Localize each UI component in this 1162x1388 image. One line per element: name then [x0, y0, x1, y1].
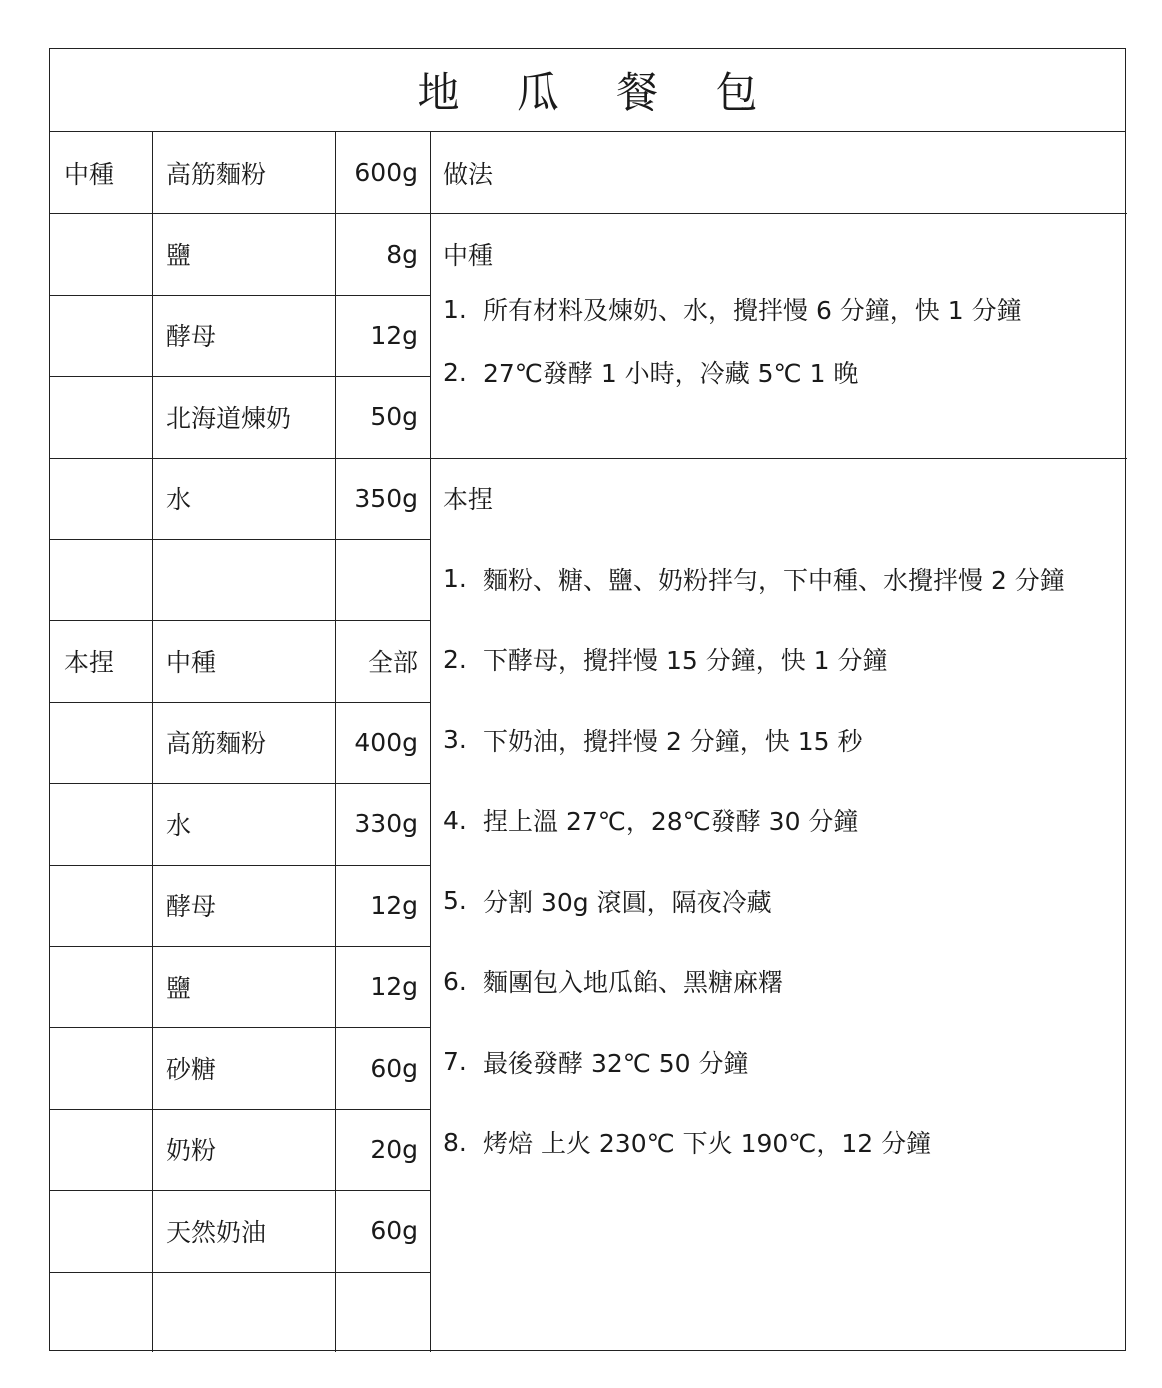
table-row-divider — [50, 213, 1127, 214]
ingredient-amount: 8g — [386, 239, 418, 269]
recipe-title: 地 瓜 餐 包 — [50, 49, 1125, 132]
ingredient-section — [50, 783, 152, 864]
ingredient-amount: 全部 — [367, 648, 418, 678]
step-number: 5. — [443, 886, 467, 915]
table-row-divider — [50, 1190, 430, 1191]
ingredient-amount: 600g — [354, 158, 418, 188]
table-column-divider — [152, 132, 153, 1352]
table-row-divider — [50, 1027, 430, 1028]
ingredient-section — [50, 1190, 152, 1271]
dough-step — [430, 1021, 749, 1102]
sponge-step — [430, 344, 858, 400]
step-text: 捏上溫 27℃，28℃發酵 30 分鐘 — [483, 807, 859, 836]
table-column-divider — [335, 132, 336, 1352]
table-row-divider — [50, 458, 1127, 459]
dough-heading: 本捏 — [443, 484, 494, 514]
ingredient-name: 北海道煉奶 — [166, 403, 292, 433]
ingredient-section — [50, 1027, 152, 1108]
step-number: 8. — [443, 1127, 467, 1157]
step-text: 下奶油，攪拌慢 2 分鐘，快 15 秒 — [483, 726, 863, 756]
ingredient-amount: 20g — [370, 1134, 418, 1164]
step-text: 麵團包入地瓜餡、黑糖麻糬 — [483, 968, 784, 997]
step-number: 2. — [443, 357, 467, 387]
ingredient-section — [50, 458, 152, 539]
table-row-divider — [50, 376, 430, 377]
ingredient-section — [50, 865, 152, 946]
sponge-step — [430, 281, 1022, 337]
step-text: 下酵母，攪拌慢 15 分鐘，快 1 分鐘 — [483, 646, 888, 675]
dough-step — [430, 538, 1065, 619]
step-text: 最後發酵 32℃ 50 分鐘 — [483, 1048, 749, 1078]
ingredient-section — [50, 1272, 152, 1353]
table-row-divider — [50, 1109, 430, 1110]
ingredient-name: 鹽 — [166, 241, 192, 271]
dough-step — [430, 619, 888, 700]
table-row-divider — [50, 783, 430, 784]
ingredient-amount: 12g — [370, 320, 418, 350]
ingredient-section — [50, 376, 152, 457]
ingredient-name: 天然奶油 — [166, 1217, 267, 1247]
ingredient-name: 水 — [166, 810, 192, 840]
ingredient-name — [152, 1272, 335, 1353]
ingredient-name: 中種 — [166, 648, 217, 678]
ingredient-amount: 400g — [354, 727, 418, 757]
ingredient-section: 本捏 — [64, 648, 115, 678]
ingredient-name — [152, 539, 335, 620]
step-number: 4. — [443, 805, 467, 835]
ingredient-section — [50, 295, 152, 376]
ingredient-name: 酵母 — [166, 892, 217, 922]
step-text: 麵粉、糖、鹽、奶粉拌勻，下中種、水攪拌慢 2 分鐘 — [483, 565, 1065, 595]
ingredient-amount — [335, 539, 430, 620]
ingredient-name: 酵母 — [166, 322, 217, 352]
step-number: 2. — [443, 644, 467, 674]
ingredient-section — [50, 702, 152, 783]
table-column-divider — [430, 132, 431, 1352]
ingredient-name: 水 — [166, 485, 192, 515]
step-text: 27℃發酵 1 小時，冷藏 5℃ 1 晚 — [483, 359, 859, 388]
ingredient-amount: 60g — [370, 1053, 418, 1083]
ingredient-amount: 330g — [354, 809, 418, 839]
step-number: 6. — [443, 966, 467, 996]
method-heading: 做法 — [443, 159, 494, 189]
ingredient-section — [50, 946, 152, 1027]
ingredient-section — [50, 539, 152, 620]
table-row-divider — [50, 620, 430, 621]
ingredient-amount: 50g — [370, 402, 418, 432]
ingredient-name: 鹽 — [166, 973, 192, 1003]
dough-step — [430, 860, 772, 941]
sponge-heading: 中種 — [443, 240, 494, 270]
ingredient-amount — [335, 1272, 430, 1353]
ingredient-name: 高筋麵粉 — [166, 729, 267, 759]
step-number: 1. — [443, 564, 467, 593]
table-row-divider — [50, 295, 430, 296]
ingredient-amount: 60g — [370, 1216, 418, 1246]
step-number: 3. — [443, 725, 467, 754]
step-number: 1. — [443, 294, 467, 324]
ingredient-amount: 12g — [370, 972, 418, 1002]
recipe-sheet — [49, 48, 1126, 1351]
ingredient-section — [50, 213, 152, 294]
step-text: 烤焙 上火 230℃ 下火 190℃，12 分鐘 — [483, 1129, 932, 1158]
step-text: 所有材料及煉奶、水，攪拌慢 6 分鐘，快 1 分鐘 — [483, 296, 1022, 325]
step-text: 分割 30g 滾圓，隔夜冷藏 — [483, 887, 772, 917]
ingredient-section: 中種 — [64, 159, 115, 189]
ingredient-amount: 12g — [370, 890, 418, 920]
ingredient-name: 砂糖 — [166, 1055, 217, 1085]
table-row-divider — [50, 946, 430, 947]
table-row-divider — [50, 702, 430, 703]
ingredient-name: 高筋麵粉 — [166, 159, 267, 189]
table-row-divider — [50, 539, 430, 540]
table-row-divider — [50, 1272, 430, 1273]
dough-step — [430, 1102, 931, 1183]
dough-step — [430, 699, 863, 780]
dough-step — [430, 941, 783, 1022]
table-row-divider — [50, 865, 430, 866]
ingredient-section — [50, 1109, 152, 1190]
ingredient-amount: 350g — [354, 483, 418, 513]
dough-step — [430, 780, 858, 861]
step-number: 7. — [443, 1047, 467, 1076]
ingredient-name: 奶粉 — [166, 1136, 217, 1166]
